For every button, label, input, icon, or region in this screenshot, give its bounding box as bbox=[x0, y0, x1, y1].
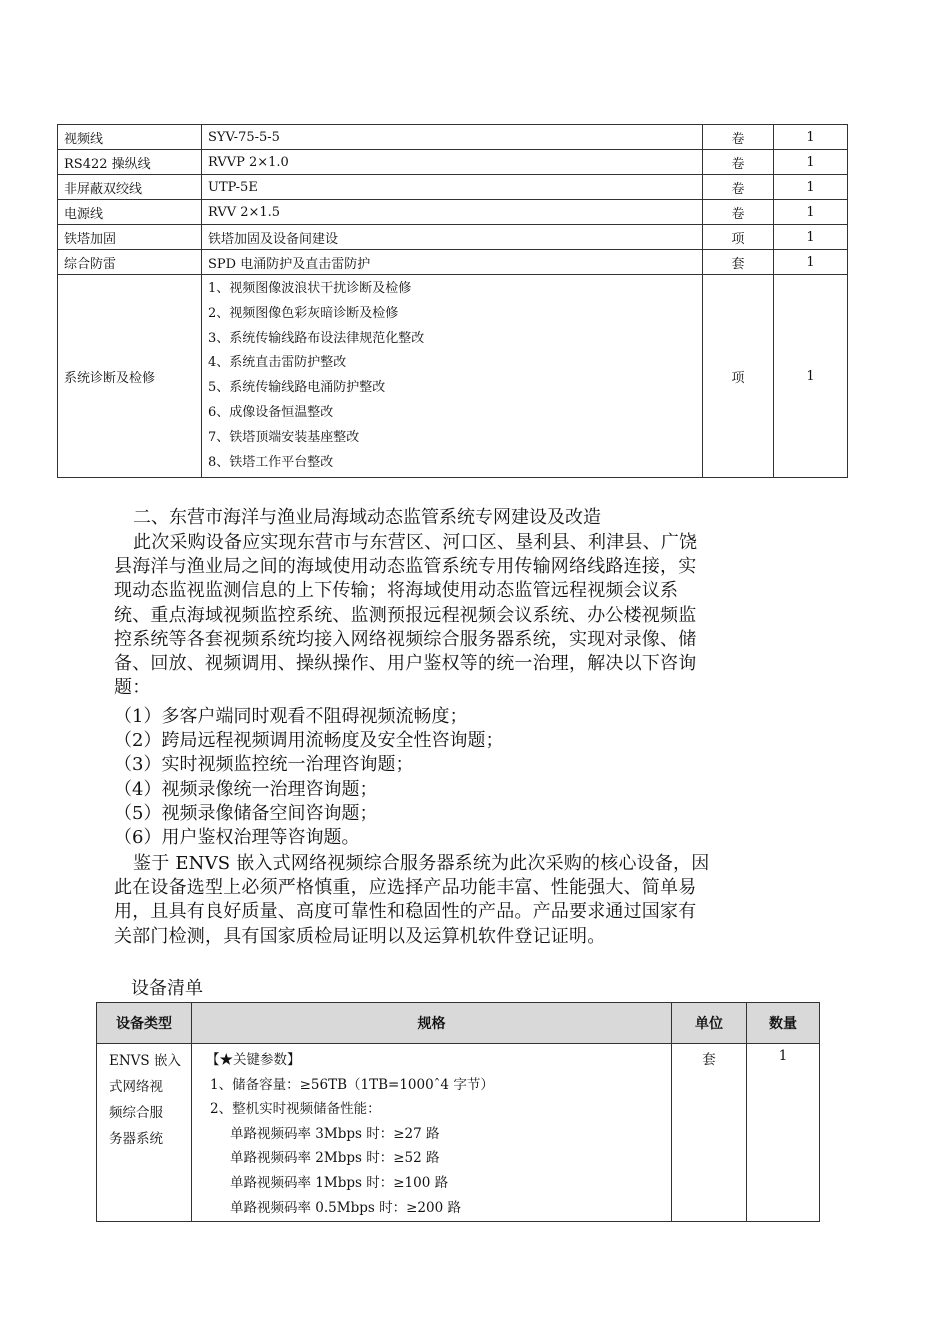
paragraph-line: 县海洋与渔业局之间的海域使用动态监管系统专用传输网络线路连接，实 bbox=[114, 556, 697, 578]
diag-step: 3、系统传输线路布设法律规范化整改 bbox=[208, 330, 425, 346]
item-qty: 1 bbox=[774, 150, 848, 175]
item-name: RS422 操纵线 bbox=[58, 150, 202, 175]
list-item: （6）用户鉴权治理等咨询题。 bbox=[114, 827, 360, 849]
paragraph-line: 题： bbox=[114, 677, 151, 699]
list-item: （4）视频录像统一治理咨询题； bbox=[114, 778, 378, 800]
item-qty: 1 bbox=[774, 175, 848, 200]
equipment-qty: 1 bbox=[747, 1044, 820, 1222]
paragraph-line: 控系统等各套视频系统均接入网络视频综合服务器系统，实现对录像、储 bbox=[114, 628, 697, 650]
item-unit: 卷 bbox=[703, 200, 774, 225]
type-line: 频综合服 bbox=[109, 1105, 163, 1121]
item-spec: 铁塔加固及设备间建设 bbox=[202, 225, 703, 250]
diag-step: 2、视频图像色彩灰暗诊断及检修 bbox=[208, 305, 399, 321]
spec-line: 单路视频码率 0.5Mbps 时：≥200 路 bbox=[230, 1199, 461, 1216]
equipment-spec bbox=[192, 1044, 672, 1222]
item-qty: 1 bbox=[774, 225, 848, 250]
header-unit: 单位 bbox=[672, 1003, 747, 1044]
list-item: （2）跨局远程视频调用流畅度及安全性咨询题； bbox=[114, 730, 504, 752]
item-qty: 1 bbox=[774, 250, 848, 275]
table-row bbox=[58, 250, 848, 275]
paragraph-line: 备、回放、视频调用、操纵操作、用户鉴权等的统一治理，解决以下咨询 bbox=[114, 653, 697, 675]
type-line: 式网络视 bbox=[109, 1079, 163, 1095]
table-row bbox=[58, 200, 848, 225]
item-name: 综合防雷 bbox=[58, 250, 202, 275]
table-row bbox=[58, 225, 848, 250]
item-spec: UTP-5E bbox=[202, 175, 703, 200]
list-item: （5）视频录像储备空间咨询题； bbox=[114, 802, 378, 824]
table-row bbox=[97, 1044, 820, 1222]
diag-step: 7、铁塔顶端安装基座整改 bbox=[208, 429, 360, 445]
item-unit: 项 bbox=[703, 225, 774, 250]
paragraph-line: 用，且具有良好质量、高度可靠性和稳固性的产品。产品要求通过国家有 bbox=[114, 901, 697, 923]
section-heading: 二、东营市海洋与渔业局海域动态监管系统专网建设及改造 bbox=[133, 507, 601, 528]
item-name: 视频线 bbox=[58, 125, 202, 150]
table-row bbox=[58, 150, 848, 175]
paragraph-line: 现动态监视监测信息的上下传输；将海域使用动态监管远程视频会议系 bbox=[114, 580, 679, 602]
item-qty: 1 bbox=[774, 200, 848, 225]
item-spec: SYV-75-5-5 bbox=[202, 125, 703, 150]
item-unit: 卷 bbox=[703, 175, 774, 200]
table-row bbox=[58, 175, 848, 200]
list-item: （1）多客户端同时观看不阻碍视频流畅度； bbox=[114, 706, 468, 727]
paragraph-line: 关部门检测，具有国家质检局证明以及运算机软件登记证明。 bbox=[114, 925, 606, 947]
paragraph-line: 此在设备选型上必须严格慎重，应选择产品功能丰富、性能强大、简单易 bbox=[114, 877, 697, 899]
item-qty: 1 bbox=[774, 275, 848, 478]
diag-step: 8、铁塔工作平台整改 bbox=[208, 454, 334, 470]
header-type: 设备类型 bbox=[97, 1003, 192, 1044]
spec-line: 1、储备容量：≥56TB（1TB=1000ˆ4 字节） bbox=[210, 1076, 494, 1093]
equipment-list-title: 设备清单 bbox=[131, 978, 203, 999]
equipment-unit: 套 bbox=[672, 1044, 747, 1222]
spec-line: 2、整机实时视频储备性能： bbox=[210, 1101, 381, 1118]
diag-step: 4、系统直击雷防护整改 bbox=[208, 355, 347, 371]
item-name: 非屏蔽双绞线 bbox=[58, 175, 202, 200]
issue-list bbox=[114, 705, 503, 850]
item-name: 电源线 bbox=[58, 200, 202, 225]
item-spec: RVV 2×1.5 bbox=[202, 200, 703, 225]
diag-step: 5、系统传输线路电涌防护整改 bbox=[208, 380, 386, 396]
item-name: 铁塔加固 bbox=[58, 225, 202, 250]
equipment-table bbox=[96, 1002, 820, 1222]
paragraph-line: 此次采购设备应实现东营市与东营区、河口区、垦利县、利津县、广饶 bbox=[133, 532, 698, 553]
type-line: 务器系统 bbox=[109, 1131, 163, 1147]
item-unit: 套 bbox=[703, 250, 774, 275]
spec-line: 单路视频码率 1Mbps 时：≥100 路 bbox=[230, 1174, 449, 1191]
paragraph-line: 统、重点海域视频监控系统、监测预报远程视频会议系统、办公楼视频监 bbox=[114, 604, 697, 626]
paragraph-line: 鉴于 ENVS 嵌入式网络视频综合服务器系统为此次采购的核心设备，因 bbox=[133, 853, 710, 874]
item-spec: RVVP 2×1.0 bbox=[202, 150, 703, 175]
item-qty: 1 bbox=[774, 125, 848, 150]
spec-line: 【★关键参数】 bbox=[206, 1052, 301, 1068]
intro-paragraph bbox=[114, 531, 834, 700]
spec-line: 单路视频码率 3Mbps 时：≥27 路 bbox=[230, 1125, 440, 1142]
list-item: （3）实时视频监控统一治理咨询题； bbox=[114, 754, 414, 776]
item-unit: 卷 bbox=[703, 125, 774, 150]
table-row bbox=[58, 275, 848, 478]
diag-step: 6、成像设备恒温整改 bbox=[208, 404, 334, 420]
diag-step: 1、视频图像波浪状干扰诊断及检修 bbox=[208, 281, 412, 296]
spec-line: 单路视频码率 2Mbps 时：≥52 路 bbox=[230, 1150, 440, 1167]
materials-table bbox=[57, 124, 848, 478]
equipment-type bbox=[97, 1044, 192, 1222]
item-unit: 项 bbox=[703, 275, 774, 478]
table-header-row bbox=[97, 1003, 820, 1044]
selection-paragraph bbox=[114, 852, 834, 949]
item-name: 系统诊断及检修 bbox=[58, 275, 202, 478]
item-spec-list bbox=[202, 275, 703, 478]
item-spec: SPD 电涌防护及直击雷防护 bbox=[202, 250, 703, 275]
item-unit: 卷 bbox=[703, 150, 774, 175]
header-qty: 数量 bbox=[747, 1003, 820, 1044]
type-line: ENVS 嵌入 bbox=[109, 1053, 181, 1069]
table-row bbox=[58, 125, 848, 150]
header-spec: 规格 bbox=[192, 1003, 672, 1044]
